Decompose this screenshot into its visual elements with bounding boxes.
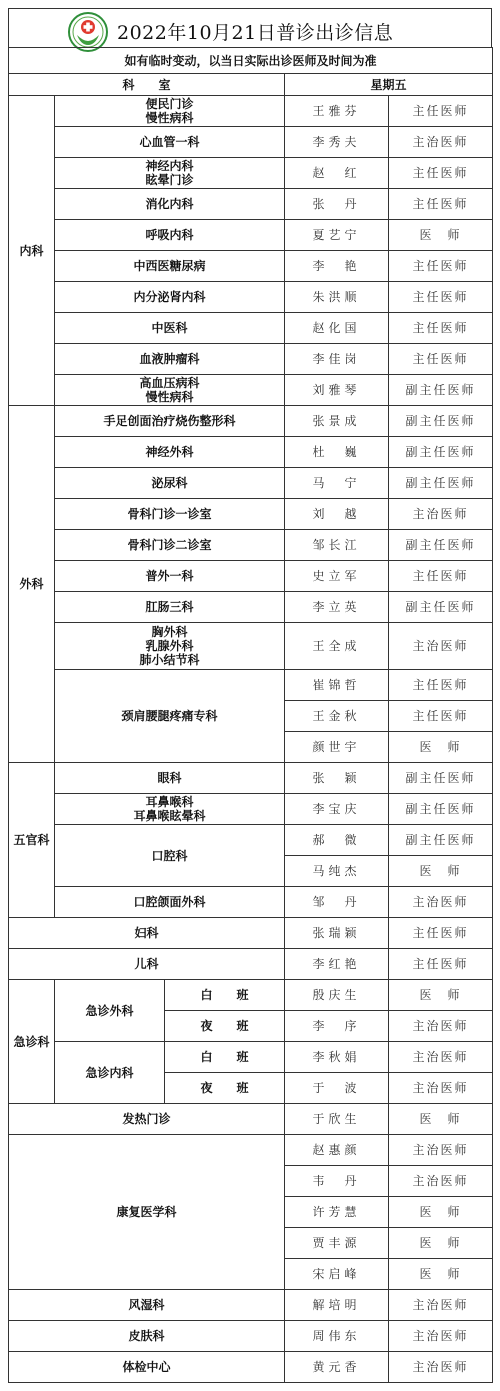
table-row <box>9 158 493 189</box>
doctor-title: 主治医师 <box>389 887 493 918</box>
doctor-name: 张 颖 <box>285 763 389 794</box>
doctor-title: 主任医师 <box>389 949 493 980</box>
doctor-name: 黄元香 <box>285 1352 389 1383</box>
table-row <box>9 670 493 701</box>
shift-cell: 白 班 <box>165 1042 285 1073</box>
table-row <box>9 375 493 406</box>
dept-cell: 手足创面治疗烧伤整形科 <box>55 406 285 437</box>
table-row <box>9 887 493 918</box>
doctor-name: 王金秋 <box>285 701 389 732</box>
doctor-name: 王全成 <box>285 623 389 670</box>
doctor-title: 主治医师 <box>389 1073 493 1104</box>
doctor-name: 张景成 <box>285 406 389 437</box>
table-row <box>9 794 493 825</box>
column-header-dept: 科 室 <box>9 74 285 96</box>
table-row <box>9 918 493 949</box>
table-row <box>9 530 493 561</box>
doctor-name: 赵惠颜 <box>285 1135 389 1166</box>
doctor-name: 史立军 <box>285 561 389 592</box>
doctor-title: 主任医师 <box>389 282 493 313</box>
doctor-title: 副主任医师 <box>389 592 493 623</box>
doctor-name: 杜 巍 <box>285 437 389 468</box>
doctor-title: 主任医师 <box>389 158 493 189</box>
table-row <box>9 1352 493 1383</box>
dept-cell: 风湿科 <box>9 1290 285 1321</box>
doctor-title: 主治医师 <box>389 1290 493 1321</box>
shift-cell: 夜 班 <box>165 1011 285 1042</box>
dept-cell: 血液肿瘤科 <box>55 344 285 375</box>
dept-cell: 神经外科 <box>55 437 285 468</box>
dept-cell: 皮肤科 <box>9 1321 285 1352</box>
doctor-name: 李红艳 <box>285 949 389 980</box>
doctor-title: 主任医师 <box>389 96 493 127</box>
table-row <box>9 561 493 592</box>
doctor-title: 主任医师 <box>389 561 493 592</box>
doctor-title: 副主任医师 <box>389 763 493 794</box>
shift-cell: 白 班 <box>165 980 285 1011</box>
dept-cell: 眼科 <box>55 763 285 794</box>
doctor-title: 主治医师 <box>389 1135 493 1166</box>
doctor-name: 许芳慧 <box>285 1197 389 1228</box>
table-row <box>9 1321 493 1352</box>
doctor-name: 李宝庆 <box>285 794 389 825</box>
shift-cell: 夜 班 <box>165 1073 285 1104</box>
dept-cell: 口腔科 <box>55 825 285 887</box>
doctor-title: 主治医师 <box>389 127 493 158</box>
doctor-name: 李 艳 <box>285 251 389 282</box>
table-row <box>9 592 493 623</box>
doctor-title: 医 师 <box>389 980 493 1011</box>
group-label: 内科 <box>9 96 55 406</box>
doctor-title: 主治医师 <box>389 1042 493 1073</box>
doctor-name: 李秀夫 <box>285 127 389 158</box>
doctor-name: 赵化国 <box>285 313 389 344</box>
doctor-name: 张 丹 <box>285 189 389 220</box>
dept-cell: 胸外科 乳腺外科 肺小结节科 <box>55 623 285 670</box>
table-row <box>9 344 493 375</box>
doctor-name: 夏艺宁 <box>285 220 389 251</box>
doctor-title: 副主任医师 <box>389 406 493 437</box>
doctor-title: 主任医师 <box>389 670 493 701</box>
dept-cell: 神经内科 眩晕门诊 <box>55 158 285 189</box>
table-row <box>9 825 493 856</box>
doctor-name: 李 序 <box>285 1011 389 1042</box>
dept-cell: 肛肠三科 <box>55 592 285 623</box>
doctor-name: 赵 红 <box>285 158 389 189</box>
doctor-title: 主任医师 <box>389 701 493 732</box>
doctor-title: 主治医师 <box>389 1352 493 1383</box>
table-row <box>9 980 493 1011</box>
dept-cell: 普外一科 <box>55 561 285 592</box>
doctor-name: 贾丰源 <box>285 1228 389 1259</box>
doctor-name: 张瑞颖 <box>285 918 389 949</box>
group-label: 急诊科 <box>9 980 55 1104</box>
table-row <box>9 282 493 313</box>
dept-cell: 急诊内科 <box>55 1042 165 1104</box>
table-row <box>9 189 493 220</box>
doctor-title: 主任医师 <box>389 313 493 344</box>
doctor-title: 主治医师 <box>389 623 493 670</box>
doctor-name: 朱洪顺 <box>285 282 389 313</box>
doctor-title: 主治医师 <box>389 499 493 530</box>
doctor-title: 副主任医师 <box>389 825 493 856</box>
doctor-title: 主任医师 <box>389 918 493 949</box>
column-header-day: 星期五 <box>285 74 493 96</box>
dept-cell: 心血管一科 <box>55 127 285 158</box>
doctor-name: 周伟东 <box>285 1321 389 1352</box>
header <box>8 8 492 48</box>
table-row <box>9 1104 493 1135</box>
dept-cell: 颈肩腰腿疼痛专科 <box>55 670 285 763</box>
dept-cell: 呼吸内科 <box>55 220 285 251</box>
dept-cell: 口腔颌面外科 <box>55 887 285 918</box>
doctor-name: 马 宁 <box>285 468 389 499</box>
table-row <box>9 437 493 468</box>
table-row <box>9 220 493 251</box>
doctor-title: 医 师 <box>389 1228 493 1259</box>
dept-cell: 骨科门诊二诊室 <box>55 530 285 561</box>
doctor-title: 医 师 <box>389 1259 493 1290</box>
doctor-name: 马纯杰 <box>285 856 389 887</box>
doctor-name: 李立英 <box>285 592 389 623</box>
doctor-name: 李佳岗 <box>285 344 389 375</box>
dept-cell: 急诊外科 <box>55 980 165 1042</box>
doctor-title: 主任医师 <box>389 344 493 375</box>
doctor-title: 医 师 <box>389 220 493 251</box>
doctor-name: 刘雅琴 <box>285 375 389 406</box>
doctor-name: 韦 丹 <box>285 1166 389 1197</box>
table-row <box>9 1042 493 1073</box>
table-row <box>9 499 493 530</box>
doctor-name: 王雅芬 <box>285 96 389 127</box>
dept-cell: 康复医学科 <box>9 1135 285 1290</box>
doctor-title: 主治医师 <box>389 1166 493 1197</box>
dept-cell: 骨科门诊一诊室 <box>55 499 285 530</box>
doctor-title: 副主任医师 <box>389 794 493 825</box>
doctor-title: 副主任医师 <box>389 437 493 468</box>
table-row <box>9 127 493 158</box>
doctor-name: 郝 微 <box>285 825 389 856</box>
doctor-title: 医 师 <box>389 856 493 887</box>
table-row <box>9 949 493 980</box>
table-row <box>9 406 493 437</box>
table-row <box>9 313 493 344</box>
table-row <box>9 1290 493 1321</box>
dept-cell: 耳鼻喉科 耳鼻喉眩晕科 <box>55 794 285 825</box>
table-row <box>9 468 493 499</box>
doctor-title: 医 师 <box>389 732 493 763</box>
doctor-name: 殷庆生 <box>285 980 389 1011</box>
doctor-title: 副主任医师 <box>389 375 493 406</box>
doctor-name: 于欣生 <box>285 1104 389 1135</box>
doctor-name: 刘 越 <box>285 499 389 530</box>
doctor-title: 主治医师 <box>389 1321 493 1352</box>
column-header-row <box>9 74 493 96</box>
dept-cell: 消化内科 <box>55 189 285 220</box>
dept-cell: 内分泌肾内科 <box>55 282 285 313</box>
dept-cell: 儿科 <box>9 949 285 980</box>
doctor-title: 主任医师 <box>389 189 493 220</box>
table-row <box>9 763 493 794</box>
doctor-title: 主治医师 <box>389 1011 493 1042</box>
doctor-title: 副主任医师 <box>389 530 493 561</box>
doctor-name: 邹 丹 <box>285 887 389 918</box>
table-row <box>9 96 493 127</box>
doctor-title: 医 师 <box>389 1197 493 1228</box>
doctor-title: 主任医师 <box>389 251 493 282</box>
notice-row <box>9 48 493 74</box>
doctor-title: 副主任医师 <box>389 468 493 499</box>
doctor-name: 李秋娟 <box>285 1042 389 1073</box>
doctor-name: 于 波 <box>285 1073 389 1104</box>
dept-cell: 泌尿科 <box>55 468 285 499</box>
schedule-table <box>8 47 493 1383</box>
notice-text: 如有临时变动，以当日实际出诊医师及时间为准 <box>9 48 493 74</box>
doctor-name: 邹长江 <box>285 530 389 561</box>
group-label: 外科 <box>9 406 55 763</box>
doctor-name: 解培明 <box>285 1290 389 1321</box>
dept-cell: 高血压病科 慢性病科 <box>55 375 285 406</box>
table-row <box>9 1135 493 1166</box>
page-title: 2022年10月21日普诊出诊信息 <box>117 22 394 44</box>
doctor-name: 宋启峰 <box>285 1259 389 1290</box>
dept-cell: 妇科 <box>9 918 285 949</box>
table-row <box>9 251 493 282</box>
doctor-title: 医 师 <box>389 1104 493 1135</box>
table-row <box>9 623 493 670</box>
doctor-name: 崔锦哲 <box>285 670 389 701</box>
doctor-name: 颜世宇 <box>285 732 389 763</box>
dept-cell: 中医科 <box>55 313 285 344</box>
dept-cell: 便民门诊 慢性病科 <box>55 96 285 127</box>
dept-cell: 发热门诊 <box>9 1104 285 1135</box>
dept-cell: 中西医糖尿病 <box>55 251 285 282</box>
group-label: 五官科 <box>9 763 55 918</box>
dept-cell: 体检中心 <box>9 1352 285 1383</box>
